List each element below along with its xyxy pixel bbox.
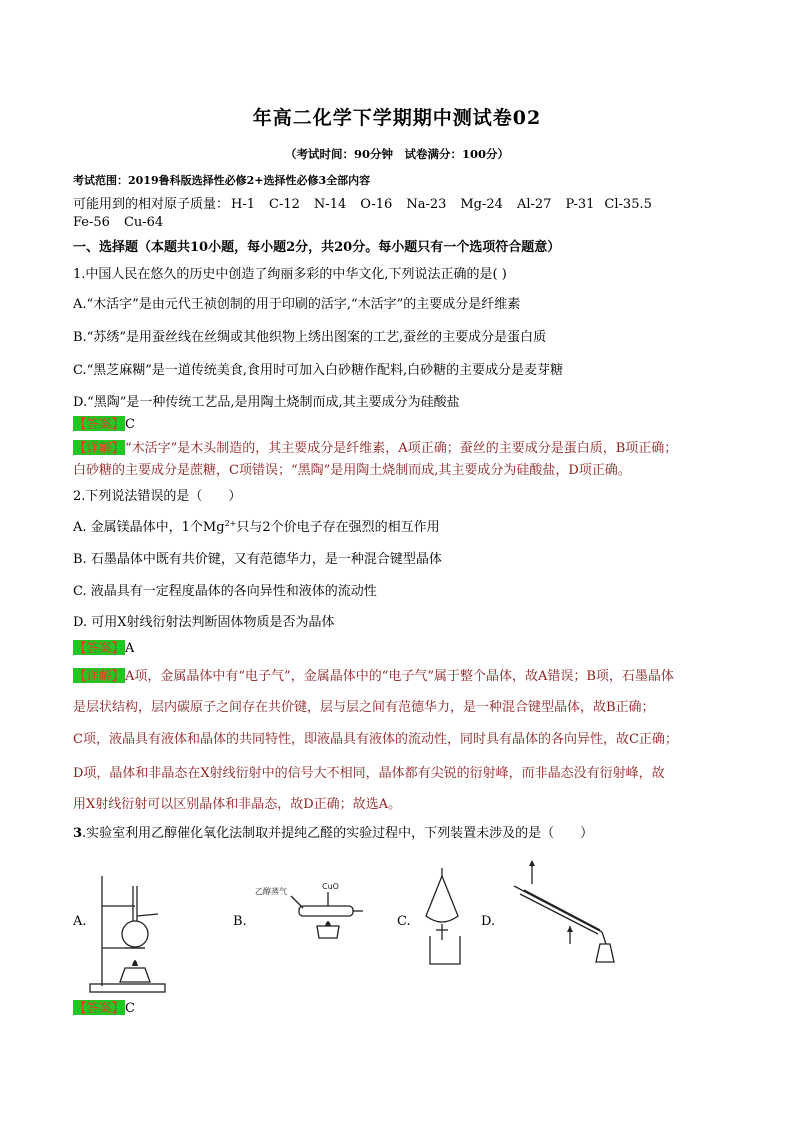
mass-item: H-1	[231, 197, 256, 212]
q3-option-b-label: B.	[233, 914, 247, 929]
q1-option-b: B.“苏绣”是用蚕丝线在丝绸或其他织物上绣出图案的工艺,蚕丝的主要成分是蛋白质	[73, 330, 547, 345]
q2-option-b: B. 石墨晶体中既有共价键，又有范德华力，是一种混合键型晶体	[73, 552, 442, 567]
cuo-label: CuO	[322, 882, 339, 891]
detail-tag: 【详解】	[74, 668, 125, 683]
q1-option-d: D.“黑陶”是一种传统工艺品,是用陶土烧制而成,其主要成分为硅酸盐	[73, 395, 460, 410]
mass-item: O-16	[360, 197, 393, 212]
mass-item: Fe-56	[73, 215, 110, 230]
atomic-masses-line2	[73, 215, 163, 230]
answer-tag: 【答案】	[74, 1000, 125, 1015]
ethanol-vapor-label: 乙醇蒸气	[255, 887, 287, 896]
mass-item: P-31	[565, 197, 595, 212]
answer-tag: 【答案】	[74, 416, 125, 431]
q1-stem: 1.中国人民在悠久的历史中创造了绚丽多彩的中华文化,下列说法正确的是( )	[73, 267, 507, 282]
mass-item: Cu-64	[123, 215, 164, 230]
q3-option-c-label: C.	[397, 914, 411, 929]
q1-option-a: A.“木活字”是由元代王祯创制的用于印刷的活字,“木活字”的主要成分是纤维素	[73, 297, 521, 312]
detail-tag: 【详解】	[74, 440, 125, 455]
q2-detail-line2: 是层状结构，层内碳原子之间存在共价键，层与层之间有范德华力，是一种混合键型晶体，故B正确；	[73, 700, 655, 715]
q1-detail-text: “木活字”是木头制造的，其主要成分是纤维素，A项正确；蚕丝的主要成分是蛋白质，B项正确；	[125, 441, 678, 456]
distillation-stand-diagram	[90, 866, 170, 996]
q3-option-a-label: A.	[73, 914, 87, 929]
q1-option-c: C.“黑芝麻糊”是一道传统美食,食用时可加入白砂糖作配料,白砂糖的主要成分是麦芽糖	[73, 363, 564, 378]
q3-option-d-label: D.	[481, 914, 496, 929]
condenser-diagram	[510, 862, 620, 972]
q2-detail-line5: 用X射线衍射可以区别晶体和非晶态，故D正确；故选A。	[73, 797, 402, 812]
q3-stem	[73, 822, 593, 841]
q2-answer	[73, 638, 134, 656]
atomic-masses	[73, 193, 652, 212]
q2-option-d: D. 可用X射线衍射法判断固体物质是否为晶体	[73, 615, 335, 630]
q2-detail-line4: D项，晶体和非晶态在X射线衍射中的信号大不相同，晶体都有尖锐的衍射峰，而非晶态没有衍射峰，故	[73, 766, 665, 781]
q1-detail-line2: 白砂糖的主要成分是蔗糖，C项错误；“黑陶”是用陶土烧制而成,其主要成分为硅酸盐，D项正确。	[73, 463, 631, 478]
mass-item: C-12	[269, 197, 300, 212]
q2-answer-value: A	[125, 641, 135, 656]
q1-answer	[73, 414, 135, 432]
q1-answer-value: C	[125, 417, 135, 432]
q2-option-c: C. 液晶具有一定程度晶体的各向异性和液体的流动性	[73, 584, 377, 599]
page-title: 年高二化学下学期期中测试卷02	[252, 107, 542, 129]
exam-info: （考试时间：90分钟 试卷满分：100分）	[284, 147, 509, 161]
q3-number: 3	[73, 826, 83, 841]
q2-stem: 2.下列说法错误的是（ ）	[73, 489, 242, 504]
q3-stem-text: .实验室利用乙醇催化氧化法制取并提纯乙醛的实验过程中，下列装置未涉及的是（ ）	[82, 826, 594, 841]
exam-scope: 考试范围：2019鲁科版选择性必修2+选择性必修3全部内容	[73, 174, 371, 187]
q2-detail-line1	[73, 665, 674, 684]
q1-detail-line1	[73, 437, 677, 456]
q2-detail-text: A项，金属晶体中有“电子气”，金属晶体中的“电子气”属于整个晶体，故A错误；B项，石墨晶体	[125, 669, 674, 684]
mass-item: Cl-35.5	[604, 197, 652, 212]
q2-option-a-text-end: 只与2个价电子存在强烈的相互作用	[236, 520, 440, 535]
mass-item: N-14	[313, 197, 347, 212]
mass-item: Na-23	[406, 197, 447, 212]
q3-answer-value: C	[125, 1001, 135, 1016]
cuo-tube-diagram	[255, 882, 365, 954]
q2-option-a	[73, 516, 440, 535]
q3-answer	[73, 998, 135, 1016]
atomic-masses-label: 可能用到的相对原子质量：	[73, 197, 230, 212]
answer-tag: 【答案】	[74, 640, 125, 655]
separatory-funnel-diagram	[420, 868, 465, 968]
q2-option-a-charge: 2+	[224, 519, 237, 528]
section-heading: 一、选择题（本题共10小题，每小题2分，共20分。每小题只有一个选项符合题意）	[73, 240, 561, 255]
mass-item: Al-27	[516, 197, 552, 212]
mass-item: Mg-24	[460, 197, 503, 212]
q2-option-a-text: A. 金属镁晶体中，1个Mg	[73, 520, 225, 535]
q2-detail-line3: C项，液晶具有液体和晶体的共同特性，即液晶具有液体的流动性，同时具有晶体的各向异性，故C正确；	[73, 732, 678, 747]
